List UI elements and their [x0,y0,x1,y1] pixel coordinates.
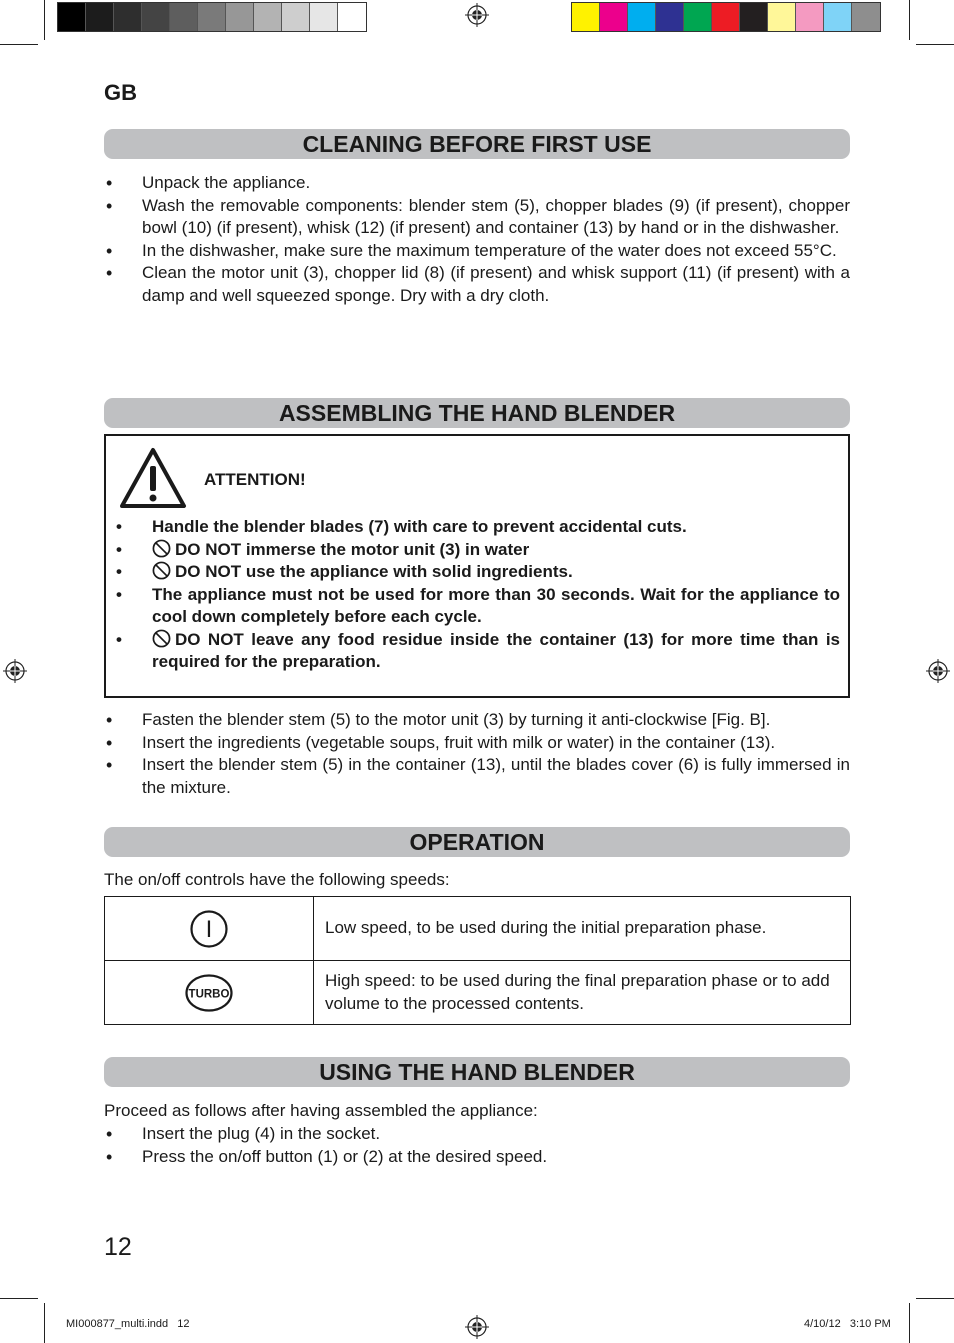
table-cell-icon [105,961,314,1025]
table-row [105,897,851,961]
list-item: • Clean the motor unit (3), chopper lid (8) (if present) and whisk support (11) (if present) with a damp and well squeezed sponge. Dry with a dry cloth. [104,262,850,307]
section-title-using: USING THE HAND BLENDER [104,1057,850,1087]
crop-mark [44,0,45,40]
list-item: • Unpack the appliance. [104,172,850,195]
list-item: • In the dishwasher, make sure the maximum temperature of the water does not exceed 55°C. [104,240,850,263]
color-swatch [310,3,338,31]
warning-text: DO NOT leave any food residue inside the container (13) for more time than is required for the preparation. [152,629,840,671]
section-title-operation: OPERATION [104,827,850,857]
color-swatch [796,3,824,31]
color-swatch [656,3,684,31]
warning-text: DO NOT use the appliance with solid ingredients. [175,562,573,581]
color-swatch [198,3,226,31]
color-swatch [628,3,656,31]
warning-item [114,629,840,674]
color-swatch [226,3,254,31]
footer-filename: MI000877_multi.indd 12 [66,1318,190,1330]
using-intro: Proceed as follows after having assembled the appliance: [104,1101,538,1120]
speed-one-label: I [205,915,213,943]
prohibited-icon [152,561,171,580]
operation-intro: The on/off controls have the following speeds: [104,870,450,889]
footer-timestamp: 4/10/12 3:10 PM [804,1318,891,1330]
list-item: • Wash the removable components: blender stem (5), chopper blades (9) (if present), chopper bowl (10) (if present), whisk (12) (if present) and container (13) by hand or in the dishwasher. [104,195,850,240]
crop-mark [909,1303,910,1343]
color-swatch [142,3,170,31]
prohibited-icon [152,539,171,558]
turbo-icon [184,973,234,1013]
warning-text: DO NOT immerse the motor unit (3) in water [175,539,530,559]
section-title-assembling: ASSEMBLING THE HAND BLENDER [104,398,850,428]
color-swatch [824,3,852,31]
warning-text: The appliance must not be used for more than 30 seconds. Wait for the appliance to cool down completely before each cycle. [152,584,840,626]
color-swatch [740,3,768,31]
crop-mark [916,44,954,45]
color-swatch [114,3,142,31]
list-item: • Insert the ingredients (vegetable soups, fruit with milk or water) in the container (13). [104,732,850,755]
registration-mark-icon [465,1315,489,1339]
warning-item [114,584,840,629]
warning-item [114,539,840,562]
page-number: 12 [104,1233,132,1261]
table-cell-description: High speed: to be used during the final preparation phase or to add volume to the processed contents. [314,961,851,1025]
color-swatch [600,3,628,31]
color-swatch [170,3,198,31]
warning-item [114,561,840,584]
table-cell-icon [105,897,314,961]
section-title-cleaning: CLEANING BEFORE FIRST USE [104,129,850,159]
registration-mark-icon [3,659,27,683]
language-code: GB [104,80,137,105]
list-item: • Press the on/off button (1) or (2) at the desired speed. [104,1146,850,1169]
table-cell-description: Low speed, to be used during the initial preparation phase. [314,897,851,961]
cleaning-list [104,172,850,307]
warning-list [114,516,840,674]
speeds-table [104,896,851,1025]
color-swatch [338,3,366,31]
crop-mark [44,1303,45,1343]
attention-label: ATTENTION! [204,470,306,489]
speed-one-icon [189,909,229,949]
table-row [105,961,851,1025]
list-item: • Fasten the blender stem (5) to the motor unit (3) by turning it anti-clockwise [Fig. B]. [104,709,850,732]
color-swatch [852,3,880,31]
using-list [104,1123,850,1168]
registration-mark-icon [926,659,950,683]
crop-mark [0,1298,38,1299]
warning-text: Handle the blender blades (7) with care to prevent accidental cuts. [152,517,687,536]
list-item: • Insert the plug (4) in the socket. [104,1123,850,1146]
color-swatch [58,3,86,31]
color-swatch [684,3,712,31]
assembling-steps [104,709,850,799]
grayscale-bar [57,2,367,32]
warning-item [114,516,840,539]
color-swatch [712,3,740,31]
color-swatch [282,3,310,31]
crop-mark [916,1298,954,1299]
warning-box [104,434,850,698]
turbo-label: TURBO [188,988,230,1000]
color-swatch [572,3,600,31]
color-swatch [768,3,796,31]
crop-mark [0,44,38,45]
list-item: • Insert the blender stem (5) in the container (13), until the blades cover (6) is fully immersed in the mixture. [104,754,850,799]
color-swatch [254,3,282,31]
color-bar [571,2,881,32]
registration-mark-icon [465,3,489,27]
warning-triangle-icon [118,446,188,510]
crop-mark [909,0,910,40]
prohibited-icon [152,629,171,648]
color-swatch [86,3,114,31]
